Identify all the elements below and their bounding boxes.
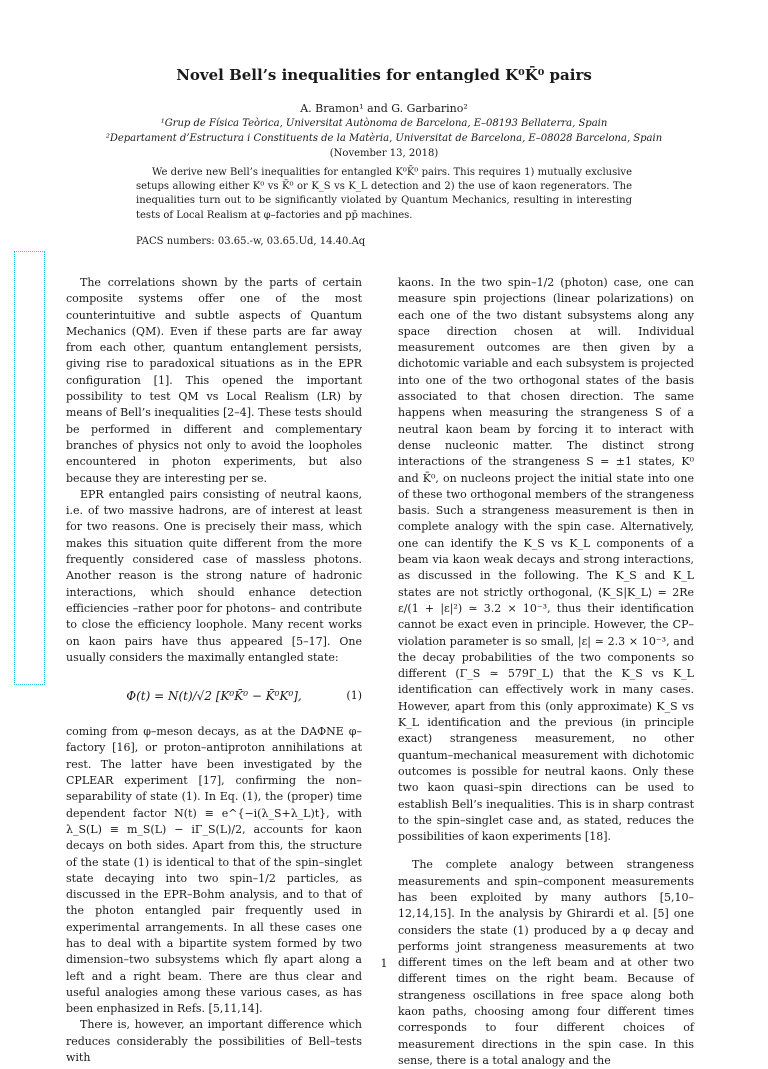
right-column: [398, 275, 694, 1069]
equation-1: [66, 676, 362, 716]
citation-link-box[interactable]: [14, 251, 45, 685]
affiliation-2: ²Departament d’Estructura i Constituents de la Matèria, Universitat de Barcelona, E–08028 Barcelona, Spain: [105, 133, 663, 144]
paper-title: Novel Bell’s inequalities for entangled K⁰K̄⁰ pairs: [176, 66, 592, 84]
page-number: 1: [380, 957, 388, 970]
author-list: A. Bramon¹ and G. Garbarino²: [300, 102, 468, 115]
equation-1-number: (1): [346, 688, 362, 702]
paper-date: (November 13, 2018): [329, 148, 439, 159]
paragraph-intro: The correlations shown by the parts of certain composite systems offer one of the most counterintuitive and subtle aspects of Quantum Mechanics (QM). Even if these parts are far away from each other, quantum entanglement persists, giving rise to paradoxical situations as in the EPR configuration [1]. This opened the important possibility to test QM vs Local Realism (LR) by means of Bell’s inequalities [2–4]. These tests should be performed in different and complementary branches of physics not only to avoid the loopholes encountered in photon experiments, but also because they are interesting per se.: [66, 276, 362, 485]
pacs-numbers: PACS numbers: 03.65.-w, 03.65.Ud, 14.40.Aq: [136, 236, 366, 247]
paragraph-epr-pairs: EPR entangled pairs consisting of neutral kaons, i.e. of two massive hadrons, are of interest at least for two reasons. One is precisely their mass, which makes this situation quite different from the more frequently considered case of massless photons. Another reason is the strong nature of hadronic interactions, which should enhance detection efficiencies –rather poor for photons– and contribute to close the efficiency loophole. Many recent works on kaon pairs have thus appeared [5–17]. One usually considers the maximally entangled state:: [66, 487, 362, 664]
affiliation-1: ¹Grup de Física Teòrica, Universitat Autònoma de Barcelona, E–08193 Bellaterra, Spain: [160, 118, 608, 129]
left-column: [66, 275, 362, 1066]
paragraph-analogy: The complete analogy between strangeness measurements and spin–component measurements has been exploited by many authors [5,10–12,14,15]. In the analysis by Ghirardi et al. [5] one considers the state (1) produced by a φ decay and performs joint strangeness measurements at two different times on the left beam and at other two different times on the right beam. Because of strangeness oscillations in free space along both kaon paths, choosing among four different times corresponds to four different choices of measurement directions in the spin case. In this sense, there is a total analogy and the: [398, 858, 694, 1067]
abstract: We derive new Bell’s inequalities for entangled K⁰K̄⁰ pairs. This requires 1) mutually exclusive setups allowing either K⁰ vs K̄⁰ or K_S vs K_L detection and 2) the use of kaon regenerators. The inequalities turn out to be significantly violated by Quantum Mechanics, resulting in interesting tests of Local Realism at φ–factories and pp̄ machines.: [136, 167, 632, 221]
paragraph-difference: There is, however, an important difference which reduces considerably the possibilities of Bell–tests with: [66, 1018, 362, 1065]
paragraph-kaon-measurements: kaons. In the two spin–1/2 (photon) case, one can measure spin projections (linear polarizations) on each one of the two distant subsystems along any space direction chosen at will. Individual measurement outcomes are then given by a dichotomic variable and each subsystem is projected into one of the two orthogonal states of the basis associated to that chosen direction. The same happens when measuring the strangeness S of a neutral kaon beam by forcing it to interact with dense nucleonic matter. The distinct strong interactions of the strangeness S = ±1 states, K⁰ and K̄⁰, on nucleons project the initial state into one of these two orthogonal members of the strangeness basis. Such a strangeness measurement is then in complete analogy with the spin case. Alternatively, one can identify the K_S vs K_L components of a beam via kaon weak decays and strong interactions, as discussed in the following. The K_S and K_L states are not strictly orthogonal, ⟨K_S|K_L⟩ = 2Re ε/(1 + |ε|²) ≃ 3.2 × 10⁻³, thus their identification cannot be exact even in principle. However, the CP–violation parameter is so small, |ε| ≃ 2.3 × 10⁻³, and the decay probabilities of the two components so different (Γ_S ≃ 579Γ_L) that the K_S vs K_L identification can effectively work in many cases. However, apart from this (only approximate) K_S vs K_L identification and the previous (in principle exact) strangeness measurement, no other quantum–mechanical measurement with dichotomic outcomes is possible for neutral kaons. Only these two kaon quasi–spin directions can be used to establish Bell’s inequalities. This is in sharp contrast to the spin–singlet case and, as stated, reduces the possibilities of kaon experiments [18].: [398, 276, 694, 844]
paragraph-phi-decays: coming from φ–meson decays, as at the DAΦNE φ–factory [16], or proton–antiproton annihilations at rest. The latter have been investigated by the CPLEAR experiment [17], confirming the non–separability of state (1). In Eq. (1), the (proper) time dependent factor N(t) ≡ e^{−i(λ_S+λ_L)t}, with λ_S(L) ≡ m_S(L) − iΓ_S(L)/2, accounts for kaon decays on both sides. Apart from this, the structure of the state (1) is identical to that of the spin–singlet state decaying into two spin–1/2 particles, as discussed in the EPR–Bohm analysis, and to that of the photon entangled pair frequently used in experimental arrangements. In all these cases one has to deal with a bipartite system formed by two dimension–two subsystems which fly apart along a left and a right beam. There are thus clear and useful analogies among these various cases, as has been enphasized in Refs. [5,11,14].: [66, 725, 362, 1016]
equation-1-body: Φ(t) = N(t)/√2 [K⁰K̄⁰ − K̄⁰K⁰],: [126, 688, 302, 703]
